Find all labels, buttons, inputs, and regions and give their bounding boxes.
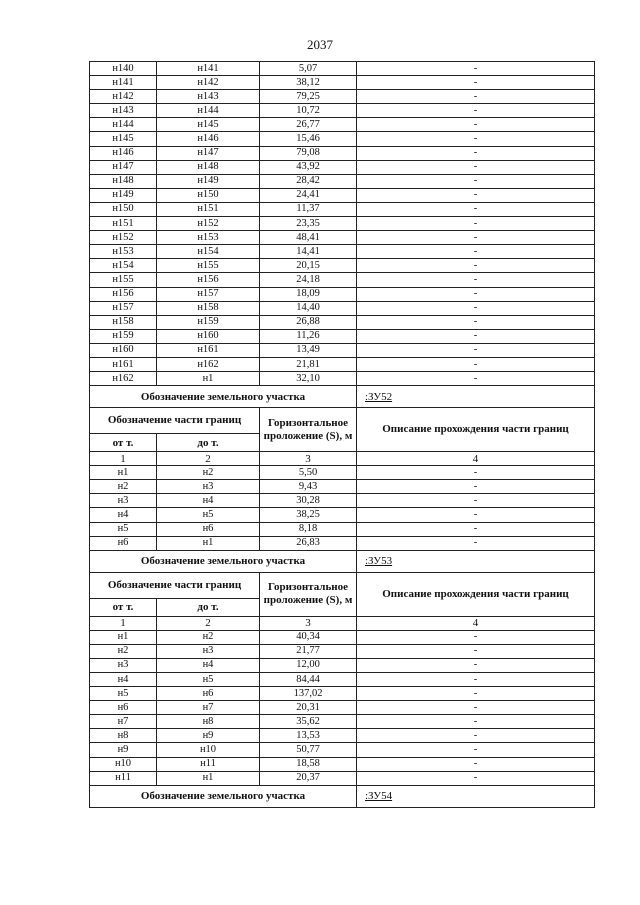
from-point-cell: н142 <box>90 90 157 104</box>
table-row <box>90 90 595 104</box>
description-cell: - <box>357 494 595 508</box>
table-row <box>90 687 595 701</box>
from-point-header: от т. <box>90 434 157 452</box>
description-cell: - <box>357 273 595 287</box>
from-point-cell: н8 <box>90 729 157 743</box>
from-point-cell: н11 <box>90 771 157 785</box>
table-row <box>90 188 595 202</box>
distance-cell: 26,77 <box>260 118 357 132</box>
distance-cell: 18,09 <box>260 287 357 301</box>
header-row <box>90 408 595 434</box>
to-point-cell: н148 <box>157 160 260 174</box>
to-point-cell: н2 <box>157 466 260 480</box>
distance-cell: 5,50 <box>260 466 357 480</box>
description-cell: - <box>357 259 595 273</box>
boundary-table <box>89 61 595 808</box>
description-cell: - <box>357 245 595 259</box>
from-point-cell: н149 <box>90 188 157 202</box>
distance-cell: 18,58 <box>260 757 357 771</box>
distance-cell: 10,72 <box>260 104 357 118</box>
description-cell: - <box>357 757 595 771</box>
to-point-cell: н158 <box>157 301 260 315</box>
to-point-cell: н9 <box>157 729 260 743</box>
to-point-cell: н6 <box>157 687 260 701</box>
distance-cell: 48,41 <box>260 231 357 245</box>
description-cell: - <box>357 217 595 231</box>
parcel-id: :ЗУ52 <box>357 386 595 408</box>
to-point-header: до т. <box>157 434 260 452</box>
to-point-cell: н149 <box>157 174 260 188</box>
parcel-label: Обозначение земельного участка <box>90 550 357 572</box>
description-cell: - <box>357 146 595 160</box>
to-point-header: до т. <box>157 598 260 616</box>
description-cell: - <box>357 658 595 672</box>
from-point-cell: н148 <box>90 174 157 188</box>
column-number: 3 <box>260 616 357 630</box>
description-cell: - <box>357 174 595 188</box>
distance-cell: 15,46 <box>260 132 357 146</box>
to-point-cell: н4 <box>157 494 260 508</box>
table-row <box>90 357 595 371</box>
distance-cell: 84,44 <box>260 673 357 687</box>
table-row <box>90 701 595 715</box>
description-cell: - <box>357 743 595 757</box>
to-point-cell: н156 <box>157 273 260 287</box>
to-point-cell: н1 <box>157 771 260 785</box>
boundary-parts-header: Обозначение части границ <box>90 408 260 434</box>
from-point-cell: н7 <box>90 715 157 729</box>
column-number: 3 <box>260 452 357 466</box>
table-row <box>90 104 595 118</box>
distance-cell: 30,28 <box>260 494 357 508</box>
table-row <box>90 630 595 644</box>
from-point-cell: н6 <box>90 536 157 550</box>
parcel-id: :ЗУ54 <box>357 785 595 807</box>
to-point-cell: н155 <box>157 259 260 273</box>
description-cell: - <box>357 644 595 658</box>
to-point-cell: н7 <box>157 701 260 715</box>
parcel-title-row <box>90 785 595 807</box>
to-point-cell: н153 <box>157 231 260 245</box>
table-row <box>90 522 595 536</box>
to-point-cell: н5 <box>157 508 260 522</box>
to-point-cell: н2 <box>157 630 260 644</box>
to-point-cell: н5 <box>157 673 260 687</box>
column-number: 1 <box>90 452 157 466</box>
distance-cell: 13,53 <box>260 729 357 743</box>
table-row <box>90 658 595 672</box>
distance-cell: 50,77 <box>260 743 357 757</box>
description-cell: - <box>357 231 595 245</box>
distance-cell: 43,92 <box>260 160 357 174</box>
column-number: 2 <box>157 452 260 466</box>
horizontal-distance-header: Горизонтальное проложение (S), м <box>260 572 357 616</box>
description-cell: - <box>357 160 595 174</box>
table-row <box>90 372 595 386</box>
distance-cell: 79,08 <box>260 146 357 160</box>
distance-cell: 32,10 <box>260 372 357 386</box>
description-cell: - <box>357 315 595 329</box>
table-row <box>90 508 595 522</box>
table-row <box>90 757 595 771</box>
from-point-cell: н141 <box>90 76 157 90</box>
from-point-cell: н155 <box>90 273 157 287</box>
distance-cell: 11,26 <box>260 329 357 343</box>
distance-cell: 8,18 <box>260 522 357 536</box>
description-cell: - <box>357 287 595 301</box>
distance-cell: 38,25 <box>260 508 357 522</box>
description-header: Описание прохождения части границ <box>357 408 595 452</box>
to-point-cell: н151 <box>157 202 260 216</box>
column-number: 4 <box>357 452 595 466</box>
from-point-cell: н145 <box>90 132 157 146</box>
table-row <box>90 132 595 146</box>
distance-cell: 11,37 <box>260 202 357 216</box>
distance-cell: 23,35 <box>260 217 357 231</box>
distance-cell: 26,83 <box>260 536 357 550</box>
description-cell: - <box>357 715 595 729</box>
distance-cell: 14,40 <box>260 301 357 315</box>
distance-cell: 5,07 <box>260 62 357 76</box>
to-point-cell: н157 <box>157 287 260 301</box>
description-header: Описание прохождения части границ <box>357 572 595 616</box>
table-row <box>90 466 595 480</box>
distance-cell: 21,77 <box>260 644 357 658</box>
table-row <box>90 62 595 76</box>
description-cell: - <box>357 508 595 522</box>
from-point-cell: н153 <box>90 245 157 259</box>
from-point-cell: н2 <box>90 480 157 494</box>
from-point-cell: н151 <box>90 217 157 231</box>
to-point-cell: н159 <box>157 315 260 329</box>
table-row <box>90 259 595 273</box>
parcel-title-row <box>90 550 595 572</box>
distance-cell: 79,25 <box>260 90 357 104</box>
table-row <box>90 315 595 329</box>
description-cell: - <box>357 62 595 76</box>
table-row <box>90 231 595 245</box>
from-point-cell: н9 <box>90 743 157 757</box>
table-row <box>90 329 595 343</box>
distance-cell: 24,18 <box>260 273 357 287</box>
column-numbers-row <box>90 452 595 466</box>
table-row <box>90 343 595 357</box>
column-number: 1 <box>90 616 157 630</box>
table-row <box>90 771 595 785</box>
table-row <box>90 301 595 315</box>
table-row <box>90 174 595 188</box>
distance-cell: 28,42 <box>260 174 357 188</box>
to-point-cell: н6 <box>157 522 260 536</box>
to-point-cell: н142 <box>157 76 260 90</box>
from-point-cell: н3 <box>90 494 157 508</box>
to-point-cell: н143 <box>157 90 260 104</box>
from-point-cell: н157 <box>90 301 157 315</box>
from-point-cell: н144 <box>90 118 157 132</box>
from-point-cell: н160 <box>90 343 157 357</box>
to-point-cell: н147 <box>157 146 260 160</box>
distance-cell: 21,81 <box>260 357 357 371</box>
distance-cell: 20,31 <box>260 701 357 715</box>
horizontal-distance-header: Горизонтальное проложение (S), м <box>260 408 357 452</box>
to-point-cell: н11 <box>157 757 260 771</box>
distance-cell: 9,43 <box>260 480 357 494</box>
distance-cell: 26,88 <box>260 315 357 329</box>
description-cell: - <box>357 630 595 644</box>
description-cell: - <box>357 536 595 550</box>
distance-cell: 13,49 <box>260 343 357 357</box>
table-row <box>90 245 595 259</box>
from-point-cell: н4 <box>90 508 157 522</box>
from-point-cell: н2 <box>90 644 157 658</box>
distance-cell: 24,41 <box>260 188 357 202</box>
page-number: 2037 <box>307 37 333 52</box>
from-point-cell: н156 <box>90 287 157 301</box>
to-point-cell: н162 <box>157 357 260 371</box>
from-point-cell: н159 <box>90 329 157 343</box>
from-point-cell: н3 <box>90 658 157 672</box>
from-point-cell: н150 <box>90 202 157 216</box>
parcel-label: Обозначение земельного участка <box>90 785 357 807</box>
parcel-id: :ЗУ53 <box>357 550 595 572</box>
to-point-cell: н152 <box>157 217 260 231</box>
boundary-parts-header: Обозначение части границ <box>90 572 260 598</box>
table-row <box>90 673 595 687</box>
description-cell: - <box>357 188 595 202</box>
to-point-cell: н160 <box>157 329 260 343</box>
from-point-cell: н5 <box>90 522 157 536</box>
table-row <box>90 146 595 160</box>
to-point-cell: н8 <box>157 715 260 729</box>
header-row <box>90 572 595 598</box>
to-point-cell: н3 <box>157 644 260 658</box>
distance-cell: 40,34 <box>260 630 357 644</box>
to-point-cell: н4 <box>157 658 260 672</box>
from-point-cell: н6 <box>90 701 157 715</box>
to-point-cell: н1 <box>157 372 260 386</box>
table-row <box>90 76 595 90</box>
from-point-cell: н1 <box>90 630 157 644</box>
from-point-header: от т. <box>90 598 157 616</box>
from-point-cell: н4 <box>90 673 157 687</box>
distance-cell: 14,41 <box>260 245 357 259</box>
column-numbers-row <box>90 616 595 630</box>
from-point-cell: н161 <box>90 357 157 371</box>
description-cell: - <box>357 301 595 315</box>
to-point-cell: н145 <box>157 118 260 132</box>
to-point-cell: н146 <box>157 132 260 146</box>
from-point-cell: н162 <box>90 372 157 386</box>
description-cell: - <box>357 90 595 104</box>
distance-cell: 12,00 <box>260 658 357 672</box>
column-number: 4 <box>357 616 595 630</box>
description-cell: - <box>357 466 595 480</box>
description-cell: - <box>357 104 595 118</box>
from-point-cell: н154 <box>90 259 157 273</box>
from-point-cell: н147 <box>90 160 157 174</box>
from-point-cell: н5 <box>90 687 157 701</box>
from-point-cell: н10 <box>90 757 157 771</box>
table-row <box>90 494 595 508</box>
distance-cell: 38,12 <box>260 76 357 90</box>
description-cell: - <box>357 701 595 715</box>
to-point-cell: н141 <box>157 62 260 76</box>
description-cell: - <box>357 118 595 132</box>
to-point-cell: н144 <box>157 104 260 118</box>
description-cell: - <box>357 76 595 90</box>
description-cell: - <box>357 329 595 343</box>
distance-cell: 137,02 <box>260 687 357 701</box>
description-cell: - <box>357 480 595 494</box>
table-row <box>90 729 595 743</box>
description-cell: - <box>357 202 595 216</box>
from-point-cell: н158 <box>90 315 157 329</box>
description-cell: - <box>357 522 595 536</box>
description-cell: - <box>357 771 595 785</box>
table-row <box>90 273 595 287</box>
table-row <box>90 118 595 132</box>
table-row <box>90 217 595 231</box>
from-point-cell: н152 <box>90 231 157 245</box>
from-point-cell: н143 <box>90 104 157 118</box>
from-point-cell: н146 <box>90 146 157 160</box>
to-point-cell: н161 <box>157 343 260 357</box>
to-point-cell: н154 <box>157 245 260 259</box>
column-number: 2 <box>157 616 260 630</box>
table-row <box>90 644 595 658</box>
parcel-label: Обозначение земельного участка <box>90 386 357 408</box>
parcel-title-row <box>90 386 595 408</box>
table-row <box>90 536 595 550</box>
description-cell: - <box>357 729 595 743</box>
distance-cell: 20,15 <box>260 259 357 273</box>
table-row <box>90 743 595 757</box>
to-point-cell: н150 <box>157 188 260 202</box>
from-point-cell: н1 <box>90 466 157 480</box>
distance-cell: 20,37 <box>260 771 357 785</box>
description-cell: - <box>357 132 595 146</box>
description-cell: - <box>357 357 595 371</box>
table-row <box>90 480 595 494</box>
distance-cell: 35,62 <box>260 715 357 729</box>
description-cell: - <box>357 673 595 687</box>
table-row <box>90 287 595 301</box>
to-point-cell: н3 <box>157 480 260 494</box>
description-cell: - <box>357 372 595 386</box>
description-cell: - <box>357 343 595 357</box>
table-row <box>90 160 595 174</box>
from-point-cell: н140 <box>90 62 157 76</box>
to-point-cell: н1 <box>157 536 260 550</box>
description-cell: - <box>357 687 595 701</box>
to-point-cell: н10 <box>157 743 260 757</box>
table-row <box>90 715 595 729</box>
table-row <box>90 202 595 216</box>
